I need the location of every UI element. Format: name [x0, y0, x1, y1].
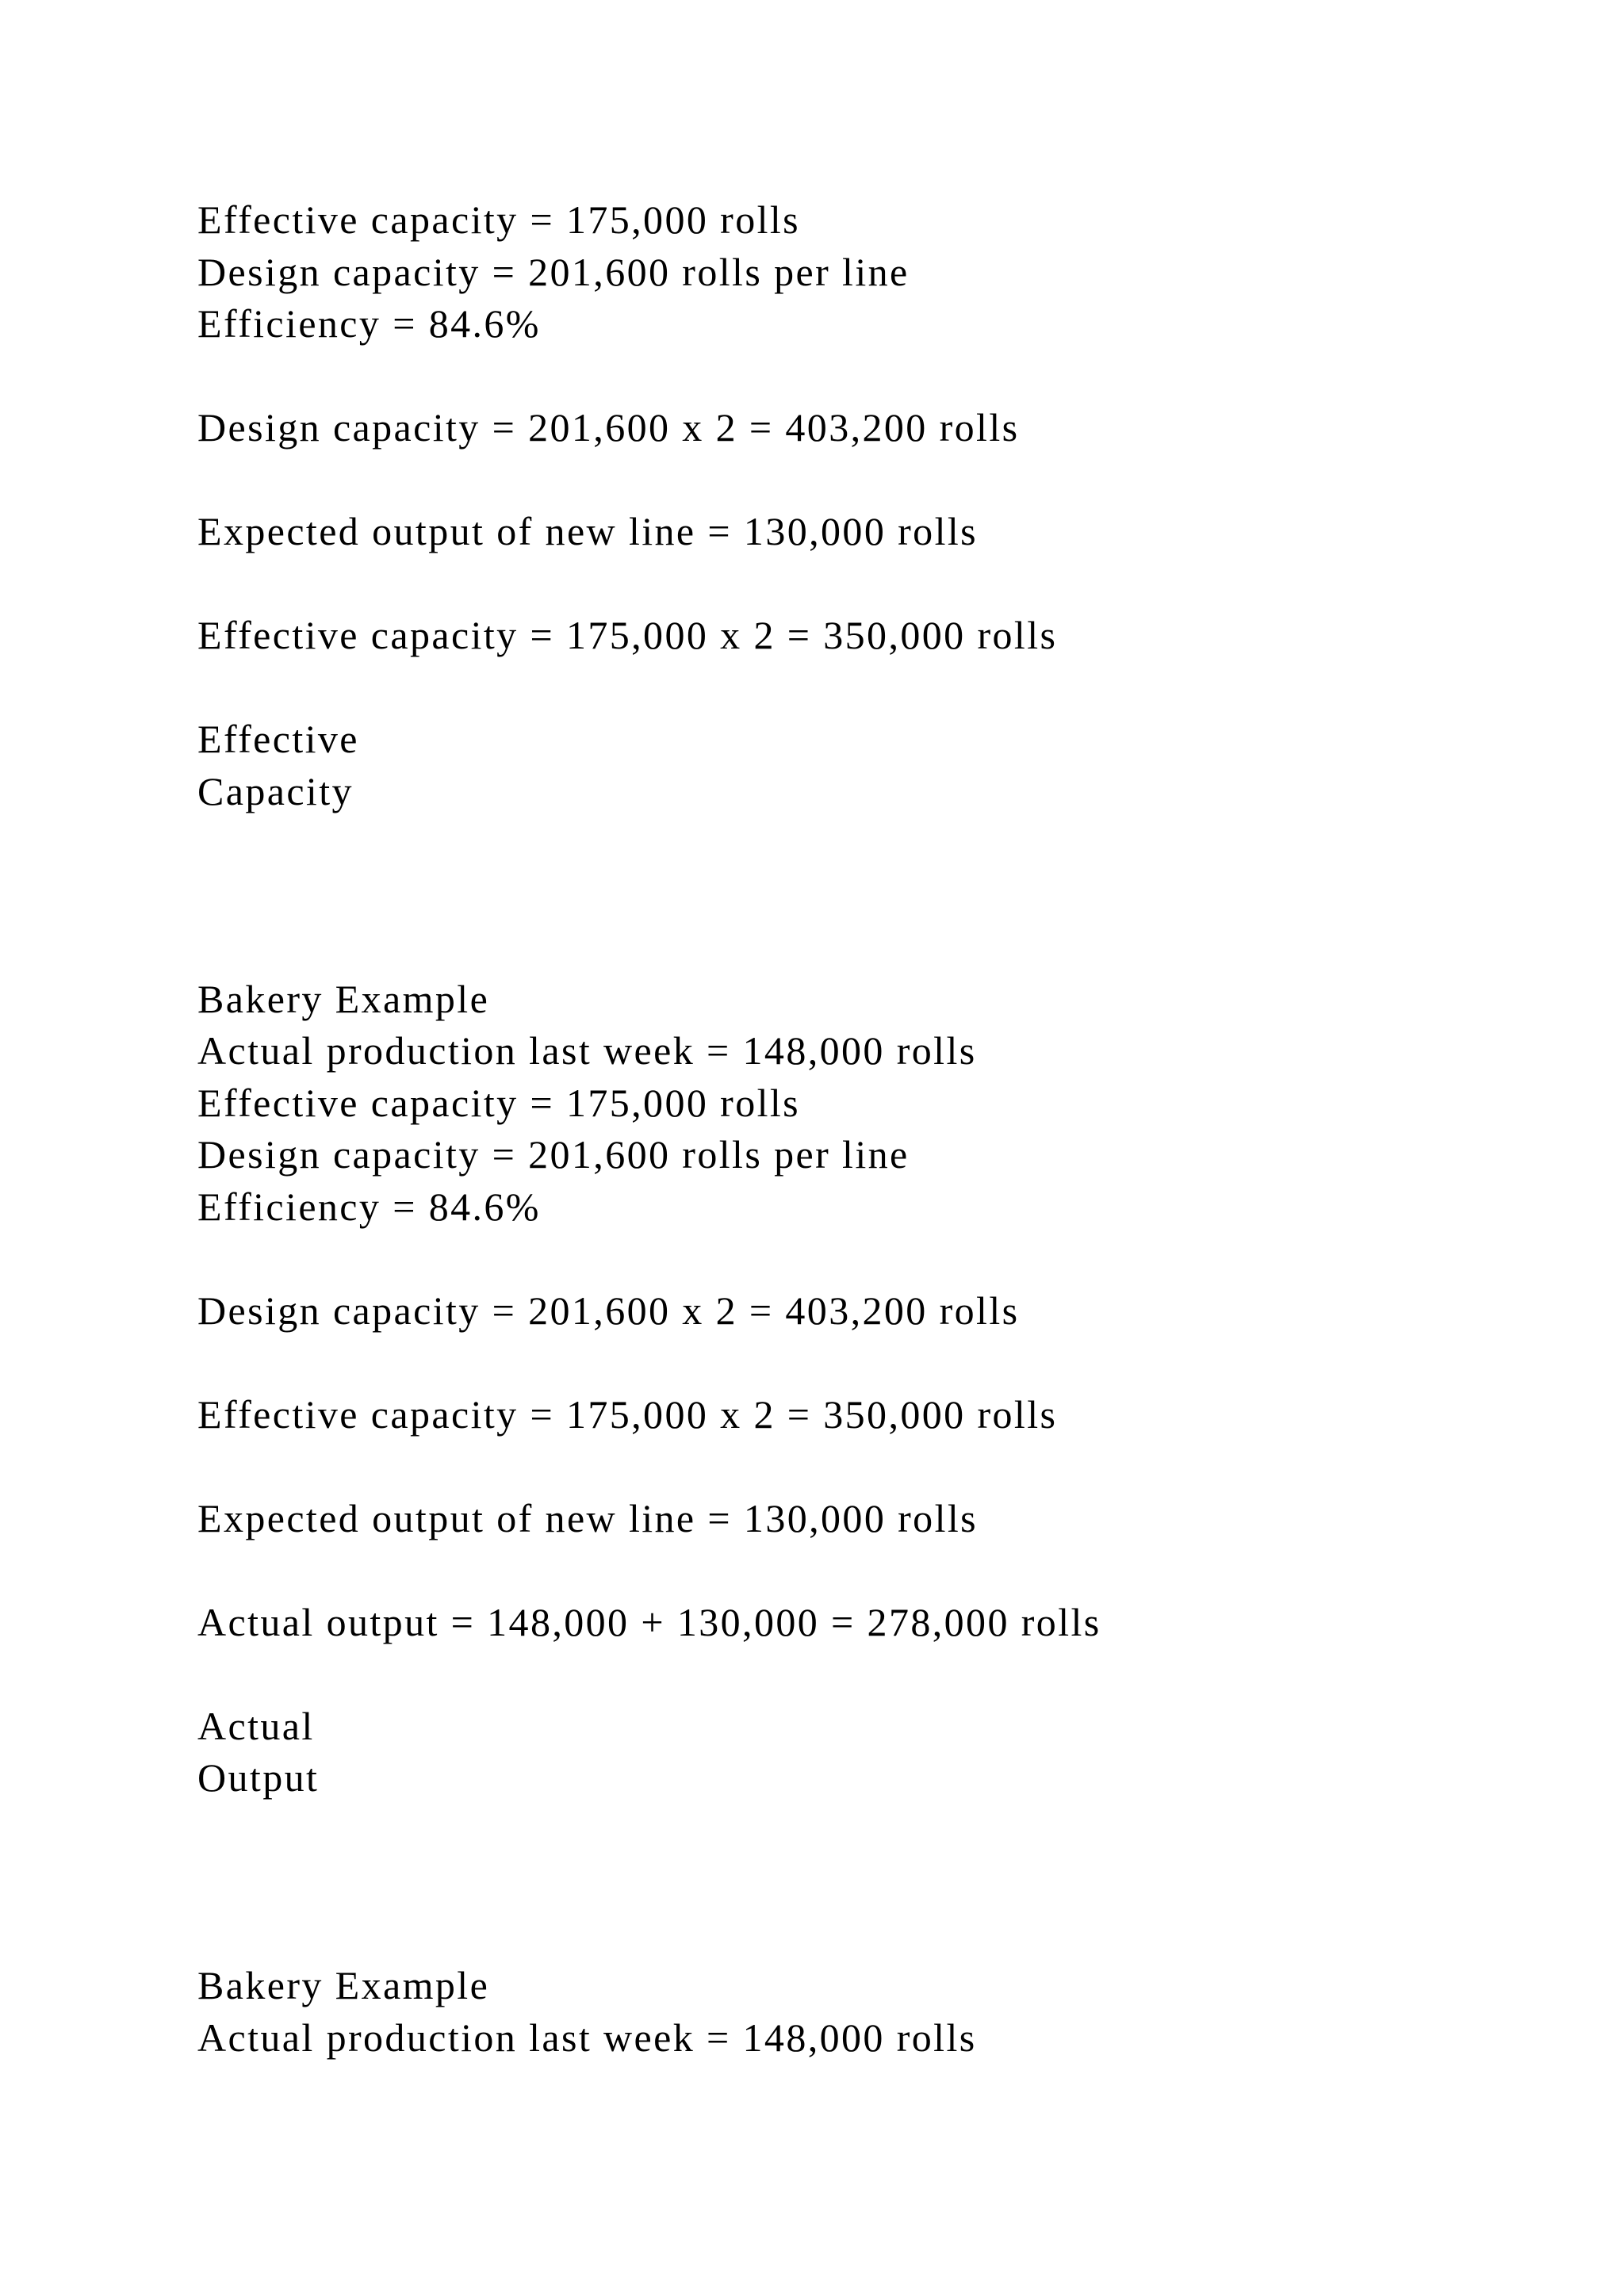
- blank-line: [197, 662, 1545, 714]
- blank-line: [197, 454, 1545, 507]
- blank-line: [197, 1648, 1545, 1701]
- blank-line: [197, 1908, 1545, 1961]
- blank-line: [197, 350, 1545, 403]
- blank-line: [197, 817, 1545, 870]
- section-label: Effective: [197, 717, 359, 761]
- text-line: Efficiency = 84.6%: [197, 301, 541, 346]
- blank-line: [197, 1856, 1545, 1908]
- blank-line: [197, 1544, 1545, 1597]
- text-line: Design capacity = 201,600 x 2 = 403,200 rolls: [197, 1288, 1020, 1333]
- text-line: Design capacity = 201,600 rolls per line: [197, 1132, 910, 1177]
- text-line: Effective capacity = 175,000 x 2 = 350,000 rolls: [197, 1391, 1058, 1437]
- blank-line: [197, 558, 1545, 610]
- blank-line: [197, 1233, 1545, 1285]
- document-body: [197, 194, 1545, 2064]
- text-line: Actual production last week = 148,000 rolls: [197, 1028, 977, 1073]
- text-line: Expected output of new line = 130,000 rolls: [197, 509, 979, 553]
- text-line: Expected output of new line = 130,000 rolls: [197, 1495, 979, 1540]
- section-label: Output: [197, 1755, 320, 1800]
- blank-line: [197, 870, 1545, 922]
- text-line: Effective capacity = 175,000 rolls: [197, 197, 801, 242]
- blank-line: [197, 1804, 1545, 1857]
- text-line: Effective capacity = 175,000 x 2 = 350,000 rolls: [197, 613, 1058, 657]
- blank-line: [197, 921, 1545, 974]
- blank-line: [197, 1441, 1545, 1493]
- text-line: Effective capacity = 175,000 rolls: [197, 1080, 801, 1125]
- blank-line: [197, 1337, 1545, 1389]
- text-line: Design capacity = 201,600 x 2 = 403,200 rolls: [197, 405, 1020, 450]
- section-heading: Bakery Example: [197, 976, 490, 1021]
- text-line: Actual production last week = 148,000 rolls: [197, 2015, 977, 2060]
- text-line: Efficiency = 84.6%: [197, 1184, 541, 1229]
- text-line: Actual output = 148,000 + 130,000 = 278,000 rolls: [197, 1599, 1101, 1644]
- section-heading: Bakery Example: [197, 1963, 490, 2007]
- text-line: Design capacity = 201,600 rolls per line: [197, 249, 910, 294]
- section-label: Capacity: [197, 768, 354, 813]
- section-label: Actual: [197, 1703, 315, 1748]
